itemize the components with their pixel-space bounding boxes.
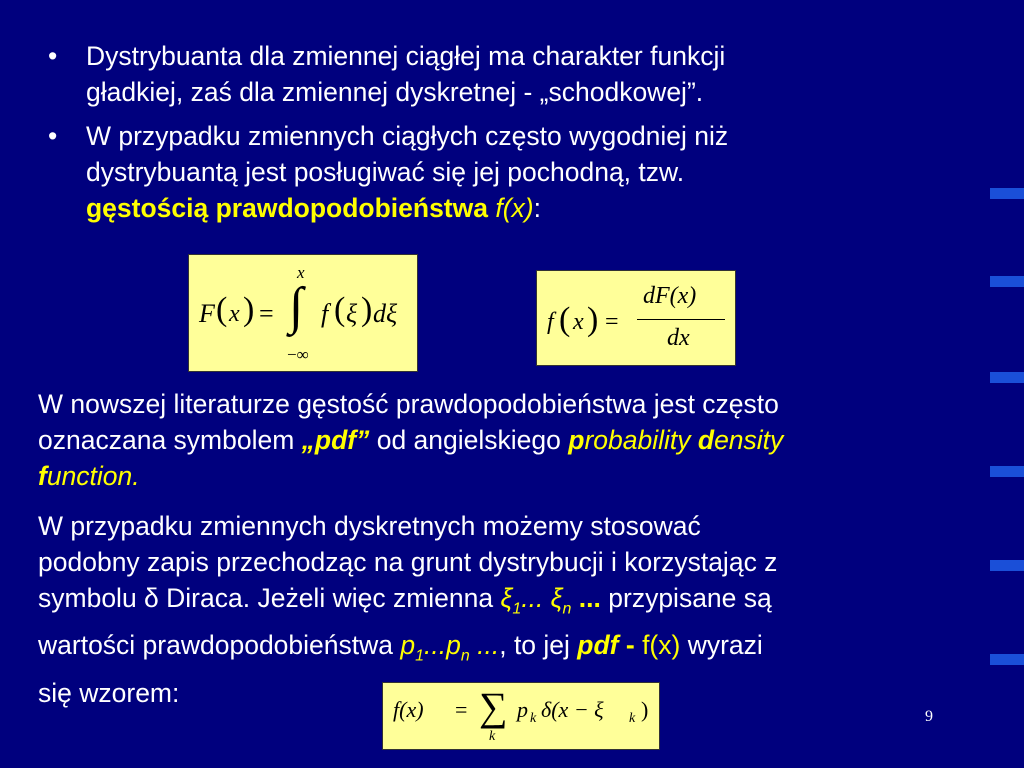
acronym-word: ensity [714, 425, 784, 455]
decor-bar [990, 466, 1024, 477]
paragraph-pdf-definition [38, 386, 1018, 494]
sigma-sign: ∑ [479, 684, 508, 729]
acronym-word: robability [584, 425, 698, 455]
subscript: 1 [415, 647, 425, 665]
para-text: przypisane są [600, 583, 772, 613]
formula-lhs: f(x) [393, 697, 424, 722]
bullet-text: gładkiej, zaś dla zmiennej dyskretnej - „schodkowej”. [86, 77, 704, 107]
xi-seq: ... ξ [521, 583, 563, 613]
bullet-list [48, 38, 978, 234]
para-text: , to jej [499, 630, 578, 661]
paren: ( [334, 291, 346, 328]
bullet-text: Dystrybuanta dla zmiennej ciągłej ma charakter funkcji [86, 41, 726, 71]
term-pdf: „pdf” [301, 425, 370, 455]
dash: - [618, 630, 643, 661]
integral-sign: ∫ [289, 278, 304, 335]
colon: : [533, 193, 541, 223]
acronym-letter: f [38, 461, 47, 491]
acronym-word: unction. [46, 461, 140, 491]
subscript: 1 [512, 600, 522, 618]
paren: ) [587, 301, 599, 338]
subscript-k: k [629, 711, 636, 726]
subscript: n [562, 600, 572, 618]
formula-pdf-derivative [536, 270, 736, 366]
para-text: wartości prawdopodobieństwa [38, 630, 401, 661]
paren: ) [361, 291, 373, 328]
decor-bar [990, 654, 1024, 665]
decor-bar [990, 276, 1024, 287]
para-text: od angielskiego [369, 425, 569, 455]
p-seq: p [400, 630, 416, 661]
formula-lower-limit: −∞ [287, 345, 309, 364]
p-seq: ... [469, 630, 500, 661]
formula-eq: = [605, 309, 619, 335]
formula-x: x [229, 301, 240, 327]
term-fx: f(x) [495, 193, 534, 223]
formula-denominator: dx [667, 325, 690, 351]
subscript: n [460, 647, 470, 665]
term-density: gęstością prawdopodobieństwa [86, 193, 488, 223]
dots: ... [571, 583, 601, 613]
formula-F: F [199, 299, 215, 328]
para-text: się wzorem: [38, 677, 180, 708]
formula-x: x [573, 309, 584, 335]
acronym-letter: p [568, 425, 585, 455]
decor-bar [990, 372, 1024, 383]
subscript-k: k [530, 711, 537, 726]
formula-eq: = [259, 299, 274, 328]
paren: ( [559, 301, 571, 338]
formula-f: f [547, 309, 554, 335]
para-text: W nowszej literaturze gęstość prawdopodobieństwa jest często [38, 389, 779, 419]
paren: ) [243, 291, 255, 328]
para-text: wyrazi [680, 630, 763, 661]
formula-p: p [517, 697, 528, 722]
formula-pdf-sum [382, 682, 660, 750]
para-text: podobny zapis przechodząc na grunt dystrybucji i korzystając z [38, 547, 778, 577]
formula-f: f [321, 299, 329, 328]
para-text: W przypadku zmiennych dyskretnych możemy stosować [38, 511, 701, 541]
paren: ( [216, 291, 228, 328]
page-number: 9 [925, 708, 933, 725]
term-fx: f(x) [642, 630, 681, 661]
formula-xi: ξ [346, 299, 358, 328]
sum-index: k [489, 729, 496, 744]
formula-upper-limit: x [297, 263, 305, 282]
bullet-item [48, 118, 978, 226]
xi-seq: ξ [500, 583, 513, 613]
formula-close: ) [641, 697, 649, 722]
fraction-bar [637, 319, 725, 320]
decor-bar [990, 560, 1024, 571]
para-text: symbolu δ Diraca. Jeżeli więc zmienna [38, 583, 501, 613]
term-pdf: pdf [577, 630, 619, 661]
paragraph-discrete [38, 508, 1018, 711]
formula-numerator: dF(x) [643, 283, 697, 309]
bullet-text: W przypadku zmiennych ciągłych często wygodniej niż [86, 121, 729, 151]
bullet-text: dystrybuantą jest posługiwać się jej pochodną, tzw. [86, 157, 685, 187]
formula-cdf-integral [188, 254, 418, 372]
decor-bar [990, 188, 1024, 199]
bullet-marker: • [48, 41, 58, 71]
p-seq: ...p [424, 630, 461, 661]
bullet-marker: • [48, 121, 58, 151]
formula-dxi: dξ [373, 299, 398, 328]
acronym-letter: d [697, 425, 715, 455]
bullet-item [48, 38, 978, 110]
formula-eq: = [455, 697, 468, 722]
para-text: oznaczana symbolem [38, 425, 302, 455]
formula-delta: δ(x − ξ [541, 697, 604, 722]
